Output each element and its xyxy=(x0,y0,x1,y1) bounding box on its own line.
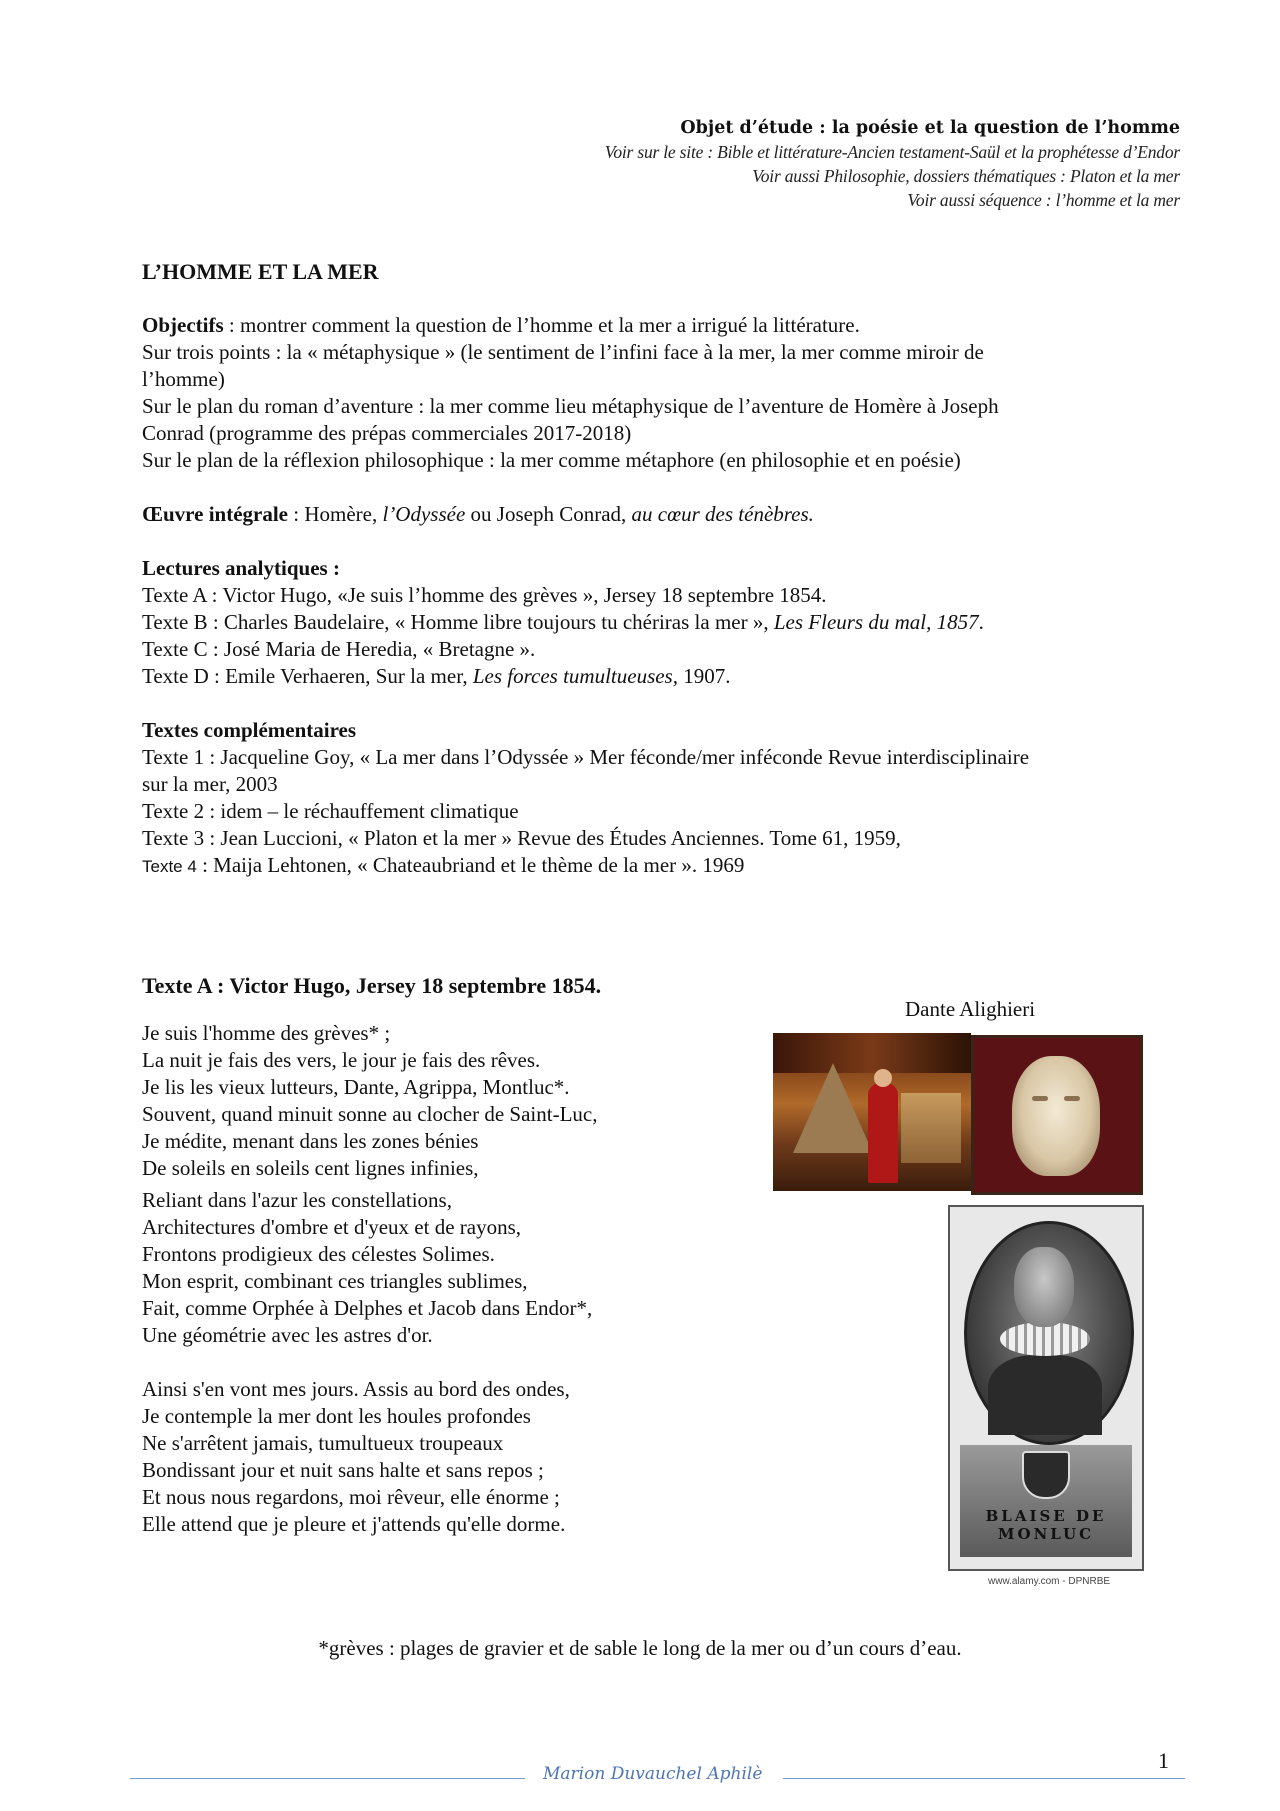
objectifs-line xyxy=(142,312,1162,339)
header-link-philosophie[interactable]: Voir aussi Philosophie, dossiers thématiques : Platon et la mer xyxy=(752,166,1180,186)
lecture-b-text: Texte B : Charles Baudelaire, « Homme libre toujours tu chériras la mer », xyxy=(142,610,774,634)
oeuvre-work-conrad: au cœur des ténèbres. xyxy=(631,502,814,526)
oeuvre-label: Œuvre intégrale xyxy=(142,502,288,526)
poem-stanza-1 xyxy=(142,1020,762,1182)
oeuvre-work-odyssee: l’Odyssée xyxy=(382,502,466,526)
texte4-text: : Maija Lehtonen, « Chateaubriand et le thème de la mer ». 1969 xyxy=(196,853,745,877)
oeuvre-text: ou Joseph Conrad, xyxy=(465,502,632,526)
poem-line: Ainsi s'en vont mes jours. Assis au bord des ondes, xyxy=(142,1377,570,1401)
complementaire-item-1: Texte 1 : Jacqueline Goy, « La mer dans l’Odyssée » Mer féconde/mer inféconde Revue interdisciplinaire xyxy=(142,745,1030,769)
oeuvre-text: : Homère, xyxy=(288,502,383,526)
dante-fresco-image xyxy=(773,1033,971,1191)
dante-death-mask-image xyxy=(971,1035,1143,1195)
lecture-b-end: . xyxy=(978,610,984,634)
monluc-portrait-image xyxy=(948,1205,1144,1571)
complementaire-item-4 xyxy=(142,852,1162,880)
poem-stanza-3 xyxy=(142,1376,762,1538)
footer-author: Marion Duvauchel Aphilè xyxy=(543,1764,763,1784)
poem-line: Je contemple la mer dont les houles profondes xyxy=(142,1404,531,1428)
objectifs-detail: Conrad (programme des prépas commerciales 2017-2018) xyxy=(142,421,632,445)
lecture-item-d xyxy=(142,663,1162,690)
portrait-inscription: BLAISE DE MONLUC xyxy=(985,1507,1107,1543)
lecture-item-b xyxy=(142,609,1162,636)
footer-divider-left xyxy=(130,1778,525,1779)
poem-line: Elle attend que je pleure et j'attends qu'elle dorme. xyxy=(142,1512,566,1536)
complementaire-item-1-cont: sur la mer, 2003 xyxy=(142,772,278,796)
poem-line: Et nous nous regardons, moi rêveur, elle énorme ; xyxy=(142,1485,560,1509)
poem-line: Fait, comme Orphée à Delphes et Jacob dans Endor*, xyxy=(142,1296,593,1320)
complementaire-item-2: Texte 2 : idem – le réchauffement climatique xyxy=(142,799,519,823)
poem-line: Frontons prodigieux des célestes Solimes. xyxy=(142,1242,495,1266)
alamy-credit: www.alamy.com - DPNRBE xyxy=(988,1576,1111,1587)
lecture-d-text: Texte D : Emile Verhaeren, Sur la mer, xyxy=(142,664,473,688)
objectifs-detail: Sur trois points : la « métaphysique » (le sentiment de l’infini face à la mer, la mer comme miroir de xyxy=(142,340,984,364)
header-link-bible[interactable]: Voir sur le site : Bible et littérature-Ancien testament-Saül et la prophétesse d’Endor xyxy=(604,142,1180,162)
poem-line: Je médite, menant dans les zones bénies xyxy=(142,1129,479,1153)
poem-line: La nuit je fais des vers, le jour je fais des rêves. xyxy=(142,1048,541,1072)
lecture-d-end: 1907. xyxy=(677,664,731,688)
lecture-b-work: Les Fleurs du mal, 1857 xyxy=(773,610,979,634)
poem-line: Reliant dans l'azur les constellations, xyxy=(142,1188,452,1212)
poem-heading: Texte A : Victor Hugo, Jersey 18 septembre 1854. xyxy=(142,973,602,998)
complementaires-label: Textes complémentaires xyxy=(142,718,357,742)
section-title: L’HOMME ET LA MER xyxy=(142,259,379,284)
lecture-d-work: Les forces tumultueuses, xyxy=(472,664,678,688)
poem-line: Je suis l'homme des grèves* ; xyxy=(142,1021,391,1045)
poem-stanza-2 xyxy=(142,1187,762,1349)
lecture-item-c: Texte C : José Maria de Heredia, « Bretagne ». xyxy=(142,637,536,661)
objectifs-detail: l’homme) xyxy=(142,367,225,391)
page-number: 1 xyxy=(1158,1748,1169,1773)
objectifs-label: Objectifs xyxy=(142,313,224,337)
poem-line: Mon esprit, combinant ces triangles sublimes, xyxy=(142,1269,528,1293)
objectifs-detail: Sur le plan du roman d’aventure : la mer comme lieu métaphysique de l’aventure de Homère à Joseph xyxy=(142,394,999,418)
poem-line: Architectures d'ombre et d'yeux et de rayons, xyxy=(142,1215,522,1239)
poem-line: Une géométrie avec les astres d'or. xyxy=(142,1323,433,1347)
objectifs-detail: Sur le plan de la réflexion philosophique : la mer comme métaphore (en philosophie et en poésie) xyxy=(142,448,961,472)
header-title: Objet d’étude : la poésie et la question de l’homme xyxy=(680,118,1180,138)
page-header xyxy=(605,116,1180,212)
poem-line: Souvent, quand minuit sonne au clocher de Saint-Luc, xyxy=(142,1102,598,1126)
poem-section xyxy=(142,972,762,1538)
poem-line: Je lis les vieux lutteurs, Dante, Agrippa, Montluc*. xyxy=(142,1075,570,1099)
complementaire-item-3: Texte 3 : Jean Luccioni, « Platon et la mer » Revue des Études Anciennes. Tome 61, 1959, xyxy=(142,826,901,850)
lectures-label: Lectures analytiques : xyxy=(142,556,340,580)
footer-divider-right xyxy=(783,1778,1185,1779)
oeuvre-line xyxy=(142,501,1162,528)
dante-caption: Dante Alighieri xyxy=(905,997,1036,1021)
intro-section xyxy=(142,258,1162,880)
footnote: *grèves : plages de gravier et de sable le long de la mer ou d’un cours d’eau. xyxy=(318,1636,962,1660)
lecture-item-a: Texte A : Victor Hugo, «Je suis l’homme des grèves », Jersey 18 septembre 1854. xyxy=(142,583,827,607)
texte4-label: Texte 4 xyxy=(142,857,197,876)
poem-line: De soleils en soleils cent lignes infinies, xyxy=(142,1156,479,1180)
poem-line: Bondissant jour et nuit sans halte et sans repos ; xyxy=(142,1458,544,1482)
poem-line: Ne s'arrêtent jamais, tumultueux troupeaux xyxy=(142,1431,504,1455)
header-link-sequence[interactable]: Voir aussi séquence : l’homme et la mer xyxy=(907,190,1180,210)
objectifs-text: : montrer comment la question de l’homme et la mer a irrigué la littérature. xyxy=(223,313,860,337)
